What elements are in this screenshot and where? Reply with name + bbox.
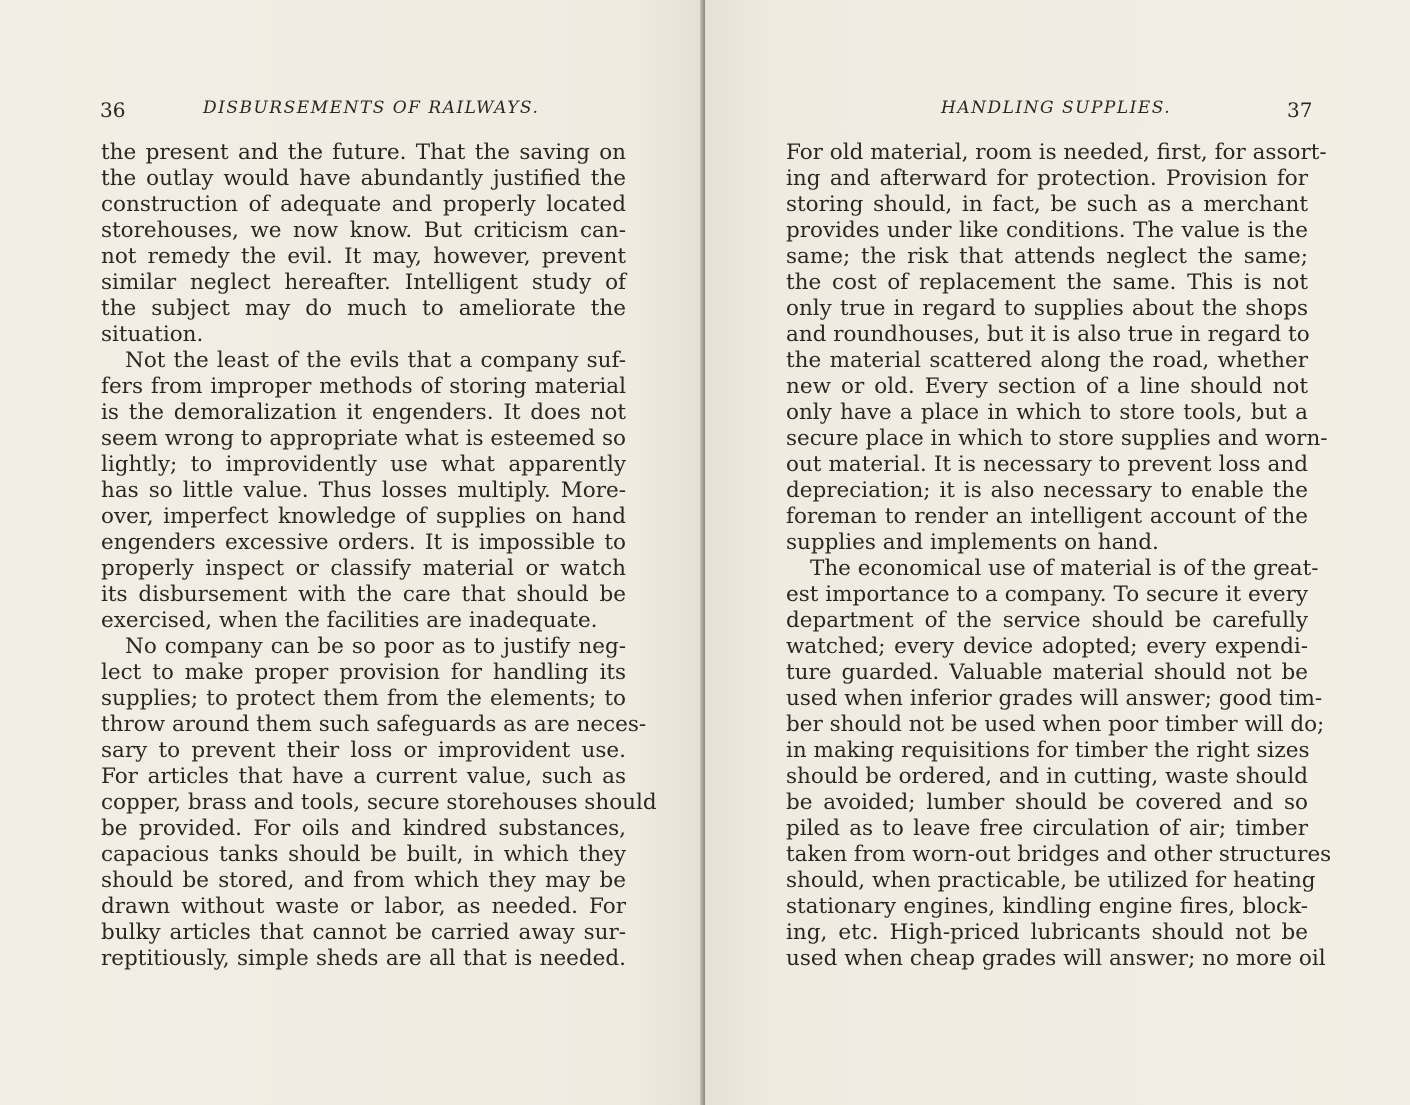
- text-line: has so little value. Thus losses multiply. More-: [101, 478, 626, 503]
- text-line: Not the least of the evils that a company suf-: [125, 348, 626, 373]
- text-line: not remedy the evil. It may, however, prevent: [101, 244, 626, 269]
- text-line: ing, etc. High-priced lubricants should not be: [786, 920, 1308, 945]
- text-line: its disbursement with the care that should be: [101, 582, 626, 607]
- text-line: situation.: [101, 322, 204, 347]
- text-line: drawn without waste or labor, as needed. For: [101, 894, 626, 919]
- text-line: secure place in which to store supplies and worn-: [786, 426, 1328, 451]
- text-line: should be ordered, and in cutting, waste should: [786, 764, 1308, 789]
- text-line: similar neglect hereafter. Intelligent study of: [101, 270, 626, 295]
- text-line: lightly; to improvidently use what apparently: [101, 452, 626, 477]
- left-running-title: DISBURSEMENTS OF RAILWAYS.: [203, 98, 540, 118]
- text-line: ture guarded. Valuable material should not be: [786, 660, 1308, 685]
- text-line: No company can be so poor as to justify neg-: [125, 634, 626, 659]
- text-line: storing should, in fact, be such as a merchant: [786, 192, 1308, 217]
- text-line: the cost of replacement the same. This is not: [786, 270, 1308, 295]
- text-line: depreciation; it is also necessary to enable the: [786, 478, 1308, 503]
- text-line: out material. It is necessary to prevent loss and: [786, 452, 1308, 477]
- text-line: the present and the future. That the saving on: [101, 140, 626, 165]
- text-line: same; the risk that attends neglect the same;: [786, 244, 1308, 269]
- text-line: construction of adequate and properly located: [101, 192, 626, 217]
- text-line: copper, brass and tools, secure storehouses should: [101, 790, 657, 815]
- text-line: new or old. Every section of a line should not: [786, 374, 1308, 399]
- text-line: supplies; to protect them from the elements; to: [101, 686, 626, 711]
- text-line: The economical use of material is of the great-: [810, 556, 1319, 581]
- text-line: watched; every device adopted; every expendi-: [786, 634, 1308, 659]
- text-line: used when inferior grades will answer; good tim-: [786, 686, 1323, 711]
- text-line: throw around them such safeguards as are neces-: [101, 712, 647, 737]
- text-line: reptitiously, simple sheds are all that is needed.: [101, 946, 626, 971]
- text-line: over, imperfect knowledge of supplies on hand: [101, 504, 626, 529]
- right-page: [705, 0, 1410, 1105]
- text-line: the subject may do much to ameliorate the: [101, 296, 626, 321]
- text-line: in making requisitions for timber the right sizes: [786, 738, 1310, 763]
- text-line: the outlay would have abundantly justified the: [101, 166, 626, 191]
- left-page-number: 36: [100, 98, 126, 122]
- text-line: bulky articles that cannot be carried away sur-: [101, 920, 626, 945]
- text-line: exercised, when the facilities are inadequate.: [101, 608, 598, 633]
- right-page-number: 37: [1287, 98, 1313, 122]
- text-line: taken from worn-out bridges and other structures: [786, 842, 1332, 867]
- text-line: supplies and implements on hand.: [786, 530, 1159, 555]
- text-line: stationary engines, kindling engine fires, block-: [786, 894, 1308, 919]
- text-line: capacious tanks should be built, in which they: [101, 842, 626, 867]
- text-line: only true in regard to supplies about the shops: [786, 296, 1308, 321]
- text-line: storehouses, we now know. But criticism can-: [101, 218, 626, 243]
- text-line: should, when practicable, be utilized for heating: [786, 868, 1316, 893]
- text-line: lect to make proper provision for handling its: [101, 660, 626, 685]
- text-line: and roundhouses, but it is also true in regard to: [786, 322, 1310, 347]
- text-line: est importance to a company. To secure it every: [786, 582, 1308, 607]
- text-line: For articles that have a current value, such as: [101, 764, 626, 789]
- text-line: seem wrong to appropriate what is esteemed so: [101, 426, 626, 451]
- text-line: properly inspect or classify material or watch: [101, 556, 626, 581]
- text-line: ing and afterward for protection. Provision for: [786, 166, 1308, 191]
- text-line: used when cheap grades will answer; no more oil: [786, 946, 1326, 971]
- text-line: piled as to leave free circulation of air; timber: [786, 816, 1308, 841]
- text-line: ber should not be used when poor timber will do;: [786, 712, 1325, 737]
- text-line: sary to prevent their loss or improvident use.: [101, 738, 626, 763]
- text-line: be avoided; lumber should be covered and so: [786, 790, 1308, 815]
- right-running-title: HANDLING SUPPLIES.: [941, 98, 1172, 118]
- text-line: foreman to render an intelligent account of the: [786, 504, 1308, 529]
- text-line: engenders excessive orders. It is impossible to: [101, 530, 626, 555]
- text-line: the material scattered along the road, whether: [786, 348, 1308, 373]
- text-line: only have a place in which to store tools, but a: [786, 400, 1308, 425]
- text-line: fers from improper methods of storing material: [101, 374, 626, 399]
- text-line: provides under like conditions. The value is the: [786, 218, 1308, 243]
- text-line: be provided. For oils and kindred substances,: [101, 816, 626, 841]
- text-line: is the demoralization it engenders. It does not: [101, 400, 626, 425]
- text-line: For old material, room is needed, first, for assort-: [786, 140, 1327, 165]
- left-body-text: [101, 140, 657, 972]
- text-line: should be stored, and from which they may be: [101, 868, 626, 893]
- text-line: department of the service should be carefully: [786, 608, 1308, 633]
- right-body-text: [786, 140, 1332, 972]
